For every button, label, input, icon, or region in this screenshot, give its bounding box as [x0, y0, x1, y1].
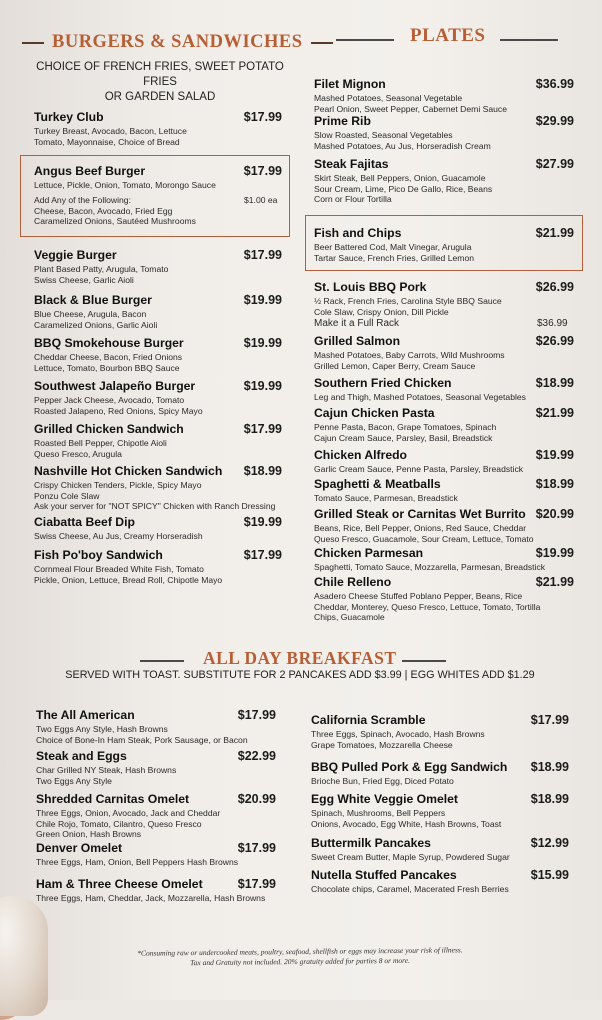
item-name: Cajun Chicken Pasta — [314, 406, 435, 420]
menu-item — [34, 379, 282, 416]
item-price: $17.99 — [243, 110, 282, 124]
plates-rule-left — [336, 39, 394, 41]
fingernail — [0, 896, 48, 1016]
item-price: $21.99 — [535, 226, 574, 240]
item-name: St. Louis BBQ Pork — [314, 280, 427, 294]
item-price: $19.99 — [535, 546, 574, 560]
item-name: Veggie Burger — [34, 248, 117, 262]
item-price: $19.99 — [243, 293, 282, 307]
breakfast-heading: ALL DAY BREAKFAST — [203, 648, 397, 668]
item-price: $12.99 — [530, 836, 569, 850]
item-price: $26.99 — [535, 334, 574, 348]
menu-item — [314, 507, 574, 544]
item-description: Sweet Cream Butter, Maple Syrup, Powdered Sugar — [311, 852, 510, 862]
menu-item — [34, 515, 282, 542]
item-name: Filet Mignon — [314, 77, 386, 91]
item-price: $27.99 — [535, 157, 574, 171]
footnote: *Consuming raw or undercooked meats, poultry, seafood, shellfish or eggs may increase your risk of illness. Tax and Gratuity not included. 20% gratuity added for parties 8 or more. — [137, 945, 463, 968]
item-description: Cornmeal Flour Breaded White Fish, Tomato Pickle, Onion, Lettuce, Bread Roll, Chipotle Mayo — [34, 564, 223, 585]
item-price: $17.99 — [243, 548, 282, 562]
item-description: Asadero Cheese Stuffed Poblano Pepper, Beans, Rice Cheddar, Monterey, Queso Fresco, Lettuce, Tomato, Tortilla Chips, Guacamole — [314, 591, 541, 623]
item-name: Black & Blue Burger — [34, 293, 152, 307]
item-description: Crispy Chicken Tenders, Pickle, Spicy Mayo Ponzu Cole Slaw Ask your server for "NOT SPICY" Chicken with Ranch Dressing — [34, 480, 276, 512]
item-name: Southwest Jalapeño Burger — [34, 379, 196, 393]
item-price: $17.99 — [237, 841, 276, 855]
item-description: Garlic Cream Sauce, Penne Pasta, Parsley, Breadstick — [314, 464, 524, 474]
menu-item — [314, 546, 574, 573]
menu-item — [34, 110, 282, 147]
heading-dash-right — [311, 42, 333, 44]
item-description: Penne Pasta, Bacon, Grape Tomatoes, Spinach Cajun Cream Sauce, Parsley, Basil, Breadstick — [314, 422, 497, 443]
item-description: Slow Roasted, Seasonal Vegetables Mashed Potatoes, Au Jus, Horseradish Cream — [314, 130, 491, 151]
item-name: Grilled Steak or Carnitas Wet Burrito — [314, 507, 526, 521]
item-description: Plant Based Patty, Arugula, Tomato Swiss Cheese, Garlic Aioli — [34, 264, 169, 285]
item-name: Chicken Parmesan — [314, 546, 424, 560]
burgers-heading-text: BURGERS & SANDWICHES — [52, 32, 303, 52]
item-name: Shredded Carnitas Omelet — [36, 792, 190, 806]
menu-item — [36, 708, 276, 745]
item-name: Nutella Stuffed Pancakes — [311, 868, 457, 882]
menu-item — [34, 248, 282, 285]
menu-item — [311, 760, 569, 787]
menu-item — [314, 406, 574, 443]
menu-item — [34, 164, 282, 191]
menu-item — [36, 841, 276, 868]
item-name: Fish Po'boy Sandwich — [34, 548, 163, 562]
plates-rule-right — [500, 39, 558, 41]
item-description: Spinach, Mushrooms, Bell Peppers Onions, Avocado, Egg White, Hash Browns, Toast — [311, 808, 502, 829]
menu-item — [311, 713, 569, 750]
item-name: California Scramble — [311, 713, 426, 727]
menu-item — [34, 422, 282, 459]
menu-item — [36, 749, 276, 786]
item-price: $17.99 — [237, 877, 276, 891]
breakfast-rule-right — [402, 660, 446, 662]
item-description: Beans, Rice, Bell Pepper, Onions, Red Sauce, Cheddar Queso Fresco, Guacamole, Sour Cream, Lettuce, Tomato — [314, 523, 534, 544]
item-name: Southern Fried Chicken — [314, 376, 452, 390]
breakfast-subheading: SERVED WITH TOAST. SUBSTITUTE FOR 2 PANCAKES ADD $3.99 | EGG WHITES ADD $1.29 — [65, 669, 535, 681]
menu-item — [314, 226, 574, 263]
item-description: Blue Cheese, Arugula, Bacon Caramelized Onions, Garlic Aioli — [34, 309, 158, 330]
item-price: $18.99 — [535, 376, 574, 390]
item-description: Spaghetti, Tomato Sauce, Mozzarella, Parmesan, Breadstick — [314, 562, 546, 572]
menu-item — [314, 477, 574, 504]
item-price: $19.99 — [243, 379, 282, 393]
item-description: Three Eggs, Onion, Avocado, Jack and Cheddar Chile Rojo, Tomato, Cilantro, Queso Fresco Green Onion, Hash Browns — [36, 808, 221, 840]
item-price: $36.99 — [535, 77, 574, 91]
menu-item — [314, 575, 574, 623]
item-description: Char Grilled NY Steak, Hash Browns Two Eggs Any Style — [36, 765, 177, 786]
menu-item — [34, 464, 282, 512]
item-price: $17.99 — [243, 164, 282, 178]
item-name: Ham & Three Cheese Omelet — [36, 877, 203, 891]
angus-addon-text: Add Any of the Following: Cheese, Bacon, Avocado, Fried Egg Caramelized Onions, Sautéed Mushrooms — [34, 195, 196, 227]
menu-item — [314, 280, 574, 317]
menu-item — [36, 877, 276, 904]
item-name: Chicken Alfredo — [314, 448, 408, 462]
item-description: Pepper Jack Cheese, Avocado, Tomato Roasted Jalapeno, Red Onions, Spicy Mayo — [34, 395, 203, 416]
menu-item — [311, 792, 569, 829]
item-name: Nashville Hot Chicken Sandwich — [34, 464, 223, 478]
item-name: Ciabatta Beef Dip — [34, 515, 135, 529]
item-name: Turkey Club — [34, 110, 104, 124]
item-description: Skirt Steak, Bell Peppers, Onion, Guacamole Sour Cream, Lime, Pico De Gallo, Rice, Beans Corn or Flour Tortilla — [314, 173, 493, 205]
item-description: Chocolate chips, Caramel, Macerated Fresh Berries — [311, 884, 509, 894]
item-description: Tomato Sauce, Parmesan, Breadstick — [314, 493, 458, 503]
angus-addon-price: $1.00 ea — [244, 195, 278, 205]
item-description: Leg and Thigh, Mashed Potatoes, Seasonal Vegetables — [314, 392, 526, 402]
item-name: Spaghetti & Meatballs — [314, 477, 441, 491]
item-price: $29.99 — [535, 114, 574, 128]
menu-item — [314, 334, 574, 371]
item-name: Chile Relleno — [314, 575, 392, 589]
item-price: $18.99 — [243, 464, 282, 478]
item-price: $22.99 — [237, 749, 276, 763]
item-price: $21.99 — [535, 406, 574, 420]
item-description: Cheddar Cheese, Bacon, Fried Onions Lettuce, Tomato, Bourbon BBQ Sauce — [34, 352, 183, 373]
item-price: $17.99 — [530, 713, 569, 727]
item-name: Grilled Salmon — [314, 334, 401, 348]
menu-item — [314, 77, 574, 114]
item-price: $20.99 — [535, 507, 574, 521]
item-price: $17.99 — [243, 248, 282, 262]
item-price: $18.99 — [535, 477, 574, 491]
item-name: Fish and Chips — [314, 226, 402, 240]
menu-item — [36, 792, 276, 840]
item-price: $21.99 — [535, 575, 574, 589]
item-name: Steak Fajitas — [314, 157, 389, 171]
item-description: Three Eggs, Ham, Onion, Bell Peppers Hash Browns — [36, 857, 239, 867]
item-price: $18.99 — [530, 792, 569, 806]
plates-heading: PLATES — [410, 25, 486, 46]
full-rack-price: $36.99 — [537, 318, 568, 329]
item-name: BBQ Smokehouse Burger — [34, 336, 184, 350]
item-description: Roasted Bell Pepper, Chipotle Aioli Queso Fresco, Arugula — [34, 438, 167, 459]
item-name: Steak and Eggs — [36, 749, 127, 763]
burgers-heading — [14, 32, 341, 53]
item-price: $26.99 — [535, 280, 574, 294]
item-description: ½ Rack, French Fries, Carolina Style BBQ Sauce Cole Slaw, Crispy Onion, Dill Pickle — [314, 296, 502, 317]
menu-item — [311, 836, 569, 863]
breakfast-rule-left — [140, 660, 184, 662]
item-description: Swiss Cheese, Au Jus, Creamy Horseradish — [34, 531, 203, 541]
menu-item — [34, 548, 282, 585]
item-price: $20.99 — [237, 792, 276, 806]
item-description: Two Eggs Any Style, Hash Browns Choice of Bone-In Ham Steak, Pork Sausage, or Bacon — [36, 724, 248, 745]
menu-item — [314, 114, 574, 151]
menu-item — [34, 336, 282, 373]
item-description: Mashed Potatoes, Seasonal Vegetable Pearl Onion, Sweet Pepper, Cabernet Demi Sauce — [314, 93, 507, 114]
item-description: Three Eggs, Spinach, Avocado, Hash Browns Grape Tomatoes, Mozzarella Cheese — [311, 729, 485, 750]
item-price: $17.99 — [243, 422, 282, 436]
item-price: $17.99 — [237, 708, 276, 722]
item-name: BBQ Pulled Pork & Egg Sandwich — [311, 760, 508, 774]
item-name: The All American — [36, 708, 135, 722]
item-description: Brioche Bun, Fried Egg, Diced Potato — [311, 776, 454, 786]
item-description: Lettuce, Pickle, Onion, Tomato, Morongo Sauce — [34, 180, 216, 190]
menu-item — [314, 376, 574, 403]
item-description: Turkey Breast, Avocado, Bacon, Lettuce Tomato, Mayonnaise, Choice of Bread — [34, 126, 187, 147]
item-name: Angus Beef Burger — [34, 164, 146, 178]
item-price: $18.99 — [530, 760, 569, 774]
item-price: $15.99 — [530, 868, 569, 882]
item-price: $19.99 — [243, 515, 282, 529]
item-description: Beer Battered Cod, Malt Vinegar, Arugula Tartar Sauce, French Fries, Grilled Lemon — [314, 242, 474, 263]
menu-item — [311, 868, 569, 895]
item-name: Prime Rib — [314, 114, 371, 128]
item-price: $19.99 — [535, 448, 574, 462]
full-rack-text: Make it a Full Rack — [314, 318, 400, 329]
item-name: Grilled Chicken Sandwich — [34, 422, 184, 436]
burgers-subheading: CHOICE OF FRENCH FRIES, SWEET POTATO FRIES OR GARDEN SALAD — [36, 61, 284, 103]
menu-item — [34, 293, 282, 330]
item-description: Mashed Potatoes, Baby Carrots, Wild Mushrooms Grilled Lemon, Caper Berry, Cream Sauce — [314, 350, 505, 371]
menu-item — [314, 157, 574, 205]
item-name: Denver Omelet — [36, 841, 123, 855]
item-name: Egg White Veggie Omelet — [311, 792, 458, 806]
item-description: Three Eggs, Ham, Cheddar, Jack, Mozzarella, Hash Browns — [36, 893, 266, 903]
menu-item — [314, 448, 574, 475]
item-name: Buttermilk Pancakes — [311, 836, 431, 850]
heading-dash-left — [22, 42, 44, 44]
item-price: $19.99 — [243, 336, 282, 350]
